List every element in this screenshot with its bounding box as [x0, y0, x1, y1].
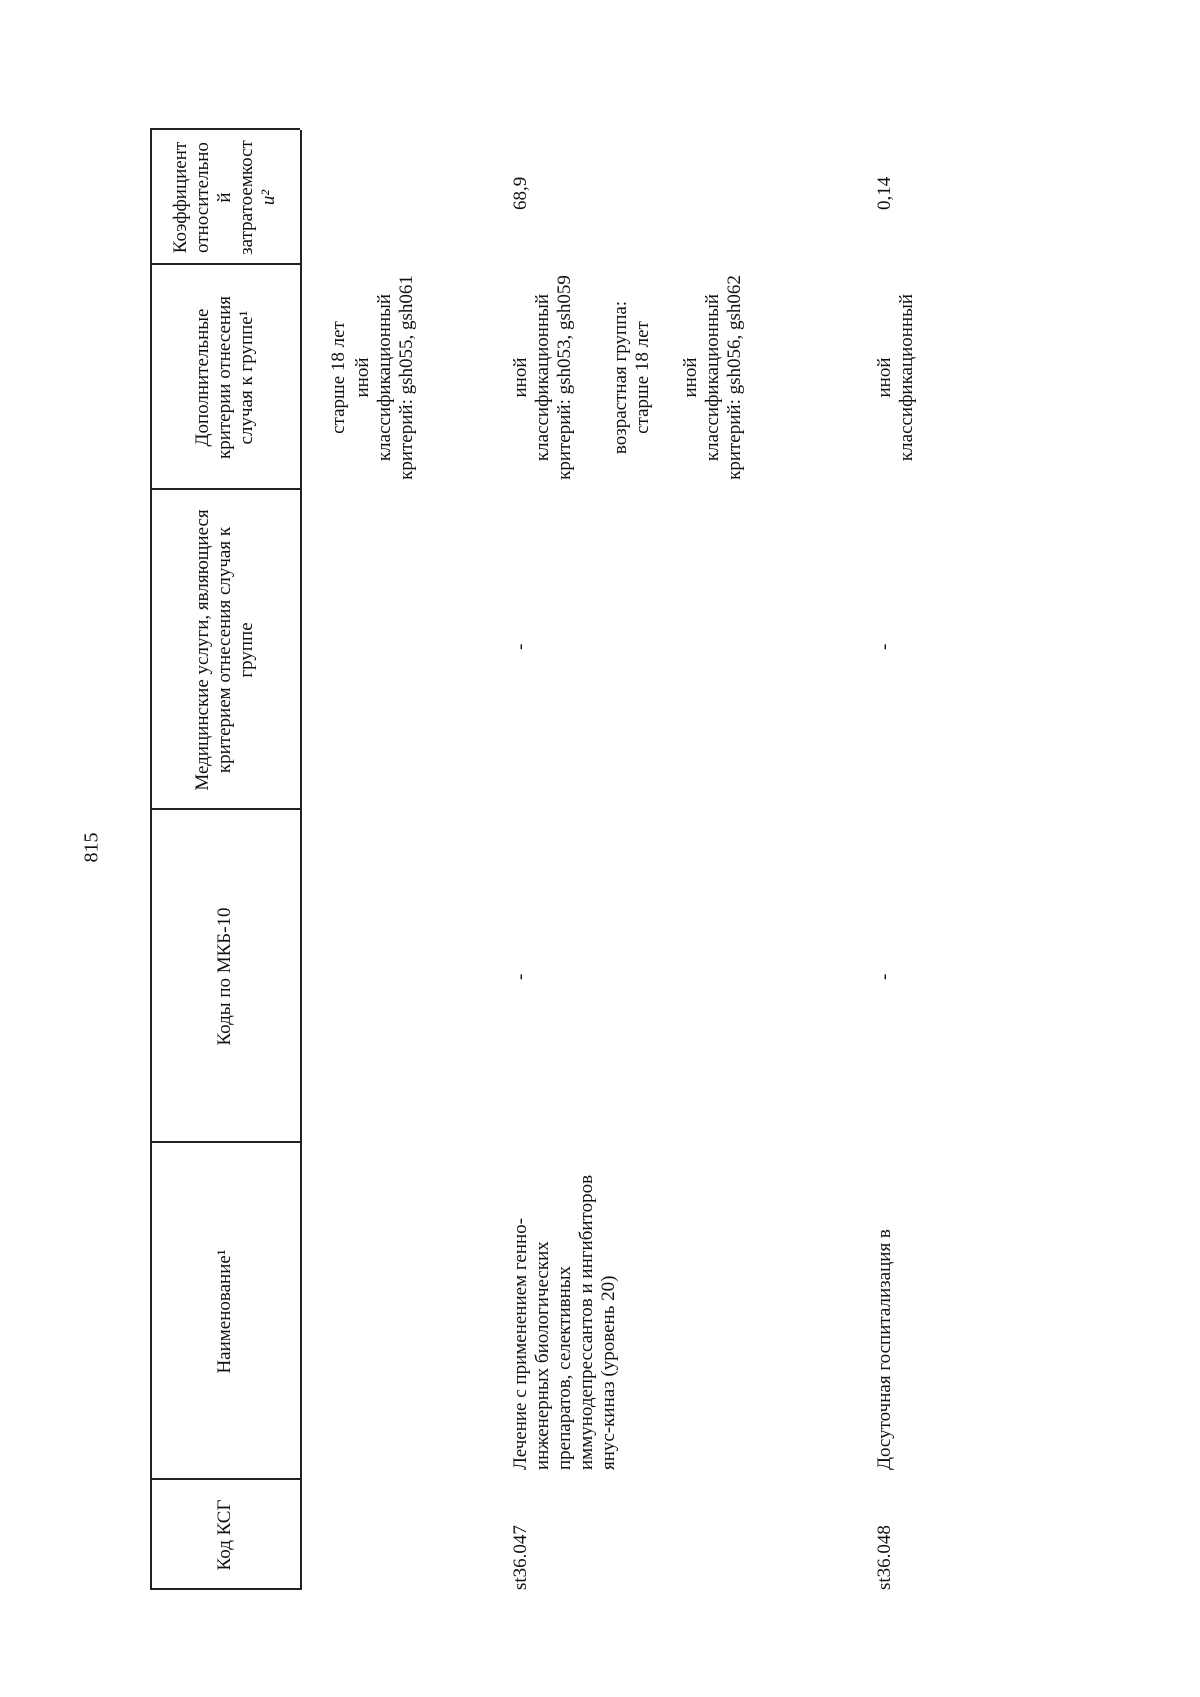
- row-1-coef: 68,9: [510, 176, 531, 210]
- row-2-criteria-1: иной классификационный: [874, 293, 917, 462]
- header-bottom-border: [300, 130, 302, 1590]
- row-2-name: Досуточная госпитализация в: [874, 1229, 895, 1470]
- header-services: Медицинские услуги, являющиеся критерием отнесения случая к группе: [192, 509, 257, 791]
- carry-criteria-1: старше 18 лет: [328, 321, 349, 434]
- header-icd: Коды по МКБ-10: [214, 907, 235, 1046]
- header-name: Наименование¹: [214, 1249, 235, 1374]
- row-1-criteria-3: иной классификационный критерий: gsh056, gsh062: [680, 275, 745, 480]
- row-1-services: -: [510, 643, 531, 650]
- row-1-code: st36.047: [510, 1525, 531, 1590]
- row-1-name: Лечение с применением генно-инженерных биологических препаратов, селективных иммунодепрессантов и ингибиторов янус-киназ (уровень 20): [510, 1174, 619, 1470]
- carry-criteria-2: иной классификационный критерий: gsh055, gsh061: [352, 275, 417, 480]
- page-number: 815: [80, 832, 103, 863]
- row-1-criteria-2: возрастная группа: старше 18 лет: [610, 300, 653, 455]
- table-rotated: [150, 110, 1090, 1590]
- row-2-code: st36.048: [874, 1525, 895, 1590]
- header-code: Код КСГ: [214, 1499, 235, 1571]
- header-coef-line3: й: [214, 192, 235, 203]
- row-2-icd: -: [874, 973, 895, 980]
- header-criteria: Дополнительные критерии отнесения случая к группе¹: [192, 295, 257, 460]
- header-coefficient: [150, 130, 300, 265]
- row-2-services: -: [874, 643, 895, 650]
- header-coef-line4: затратоемкост: [236, 140, 257, 255]
- row-1-criteria-1: иной классификационный критерий: gsh053, gsh059: [510, 275, 575, 480]
- row-1-icd: -: [510, 973, 531, 980]
- header-coef-line5: и²: [258, 189, 279, 206]
- header-coef-line1: Коэффициент: [170, 141, 191, 254]
- col-divider-4: [150, 488, 300, 490]
- row-2-coef: 0,14: [874, 176, 895, 210]
- header-coef-line2: относительно: [192, 142, 213, 253]
